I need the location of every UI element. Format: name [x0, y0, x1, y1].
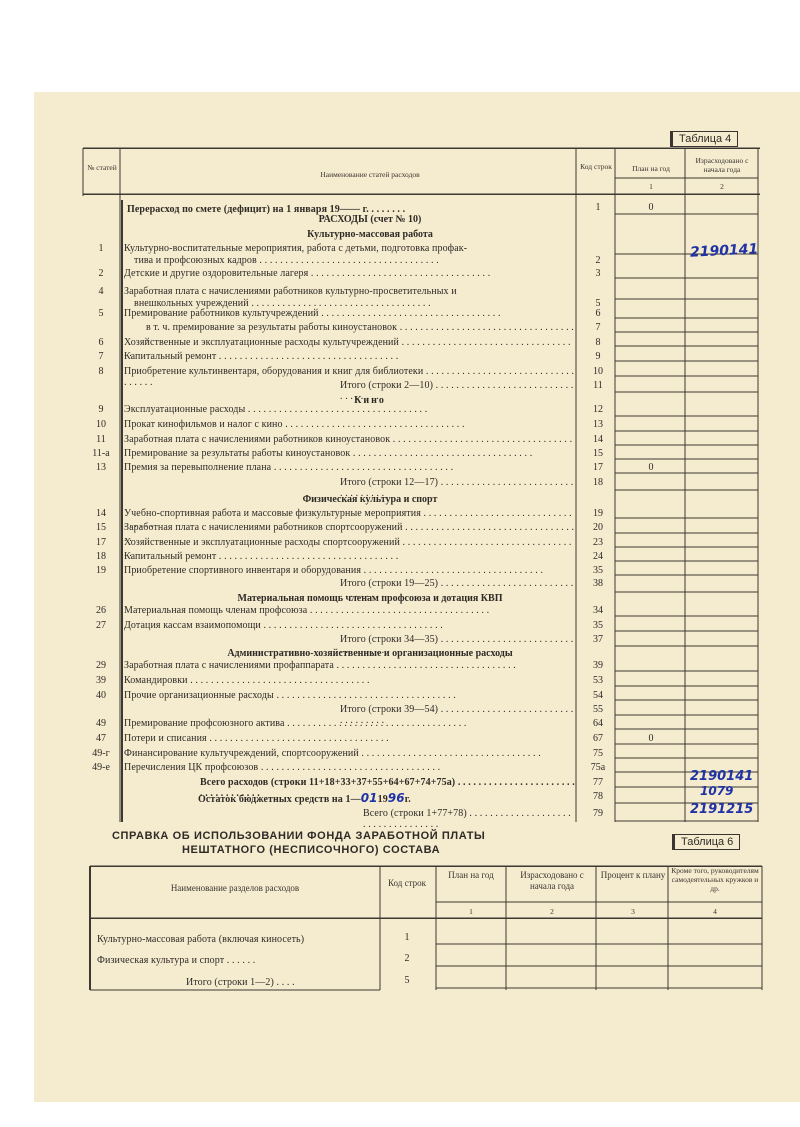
- row-code: 6: [595, 308, 601, 319]
- hw-row79-spent: 2191215: [690, 802, 754, 817]
- hw-row2-spent: 2190141: [689, 241, 759, 261]
- row-text: Капитальный ремонт . . .: [124, 351, 575, 362]
- row-text: Остаток бюджетных средств на 1—011996г.: [198, 791, 411, 805]
- t6-col-1: 1: [469, 907, 473, 916]
- row-code: 35: [593, 620, 603, 631]
- t6-header-spent: Израсходовано с начала года: [520, 870, 584, 891]
- row-code: 10: [593, 366, 603, 377]
- row-num: 13: [96, 462, 106, 473]
- row-text: Перечисления ЦК профсоюзов . . .: [124, 762, 575, 773]
- row-text: Премирование за результаты работы киноустановок . . .: [124, 448, 575, 459]
- t6-header-extra: Кроме того, руководителям самодеятельных кружков и др.: [671, 866, 759, 893]
- row-text: Премирование работников культучреждений . . .: [124, 308, 575, 319]
- row-text: Заработная плата с начислениями профаппарата . . .: [124, 660, 575, 671]
- row-text: Хозяйственные и эксплуатационные расходы культучреждений . . .: [124, 337, 575, 359]
- row-num: 5: [98, 308, 104, 319]
- row-num: 29: [96, 660, 106, 671]
- row-code: 55: [593, 704, 603, 715]
- t6-row3-code: 5: [404, 975, 410, 986]
- deficit-code: 1: [595, 202, 601, 213]
- total-row-text: Итого (строки 34—35) . . .: [340, 634, 575, 656]
- hw-day: 01: [360, 791, 378, 805]
- row-code: 35: [593, 565, 603, 576]
- row-text: Учебно-спортивная работа и массовые физкультурные мероприятия . . .: [124, 508, 575, 530]
- row-num: 27: [96, 620, 106, 631]
- table6-title2: НЕШТАТНОГО (НЕСПИСОЧНОГО) СОСТАВА: [182, 844, 441, 856]
- row-text: Детские и другие оздоровительные лагеря . . .: [124, 268, 575, 279]
- row-code: 15: [593, 448, 603, 459]
- row-code: 14: [593, 434, 603, 445]
- t6-row2-code: 2: [404, 953, 410, 964]
- row-code: 17: [593, 462, 603, 473]
- row-text: в т. ч. премирование за результаты работы киноустановок . . .: [146, 322, 575, 344]
- t6-header-code: Код строк: [387, 878, 427, 888]
- row-text: Финансирование культучреждений, спортсооружений . . .: [124, 748, 575, 759]
- row-text: Потери и списания . . .: [124, 733, 575, 744]
- row-text: Материальная помощь членам профсоюза . . .: [124, 605, 575, 616]
- row-num: 11-а: [92, 448, 110, 459]
- row-num: 15: [96, 522, 106, 533]
- t6-header-percent: Процент к плану: [600, 870, 666, 880]
- row-code: 75: [593, 748, 603, 759]
- row-text-cont: внешкольных учреждений . . .: [134, 298, 574, 309]
- hw-row77-spent: 2190141: [690, 769, 754, 784]
- row-code: 77: [593, 777, 603, 788]
- row-num: 2: [98, 268, 104, 279]
- row-num: 17: [96, 537, 106, 548]
- row-text: Культурно-воспитательные мероприятия, работа с детьми, подготовка профак-: [124, 243, 468, 254]
- deficit-text: Перерасход по смете (дефицит) на 1 января 19—— г. . . . . . . .: [127, 204, 406, 215]
- row-plan: 0: [648, 733, 654, 744]
- header-plan: План на год: [632, 164, 670, 173]
- row-num: 8: [98, 366, 104, 377]
- hw-row78-spent: 1079: [700, 784, 734, 798]
- row-num: 47: [96, 733, 106, 744]
- row-num: 49-е: [92, 762, 110, 773]
- t6-row1-code: 1: [404, 932, 410, 943]
- deficit-plan: 0: [648, 202, 654, 213]
- row-num: 49-г: [92, 748, 110, 759]
- row-num: 6: [98, 337, 104, 348]
- row-code: 67: [593, 733, 603, 744]
- t6-header-plan: План на год: [448, 870, 494, 880]
- row-text: Приобретение культинвентаря, оборудования и книг для библиотеки . . .: [124, 366, 575, 388]
- total-row-text: Итого (строки 2—10) . . .: [340, 380, 575, 402]
- header-spent: Израсходовано с начала года: [695, 156, 749, 174]
- header-spent-col: 2: [720, 182, 724, 191]
- section-admin: Административно-хозяйственные и организационные расходы: [227, 648, 513, 659]
- row-text: Заработная плата с начислениями работников спортсооружений . . .: [124, 522, 575, 544]
- row-code: 12: [593, 404, 603, 415]
- row-text: Заработная плата с начислениями работников киноустановок . . .: [124, 434, 575, 445]
- row-text-cont: тива и профсоюзных кадров . . .: [134, 255, 574, 266]
- header-num: № статей: [87, 163, 117, 172]
- table4-label: Таблица 4: [670, 131, 738, 147]
- t6-col-4: 4: [713, 907, 717, 916]
- row-num: 7: [98, 351, 104, 362]
- row-code: 53: [593, 675, 603, 686]
- row-code: 79: [593, 808, 603, 819]
- row-code: 39: [593, 660, 603, 671]
- row-text: Приобретение спортивного инвентаря и оборудования . . .: [124, 565, 575, 576]
- header-code: Код строк: [580, 162, 612, 171]
- row-plan: 0: [648, 462, 654, 473]
- row-code: 20: [593, 522, 603, 533]
- row-code: 24: [593, 551, 603, 562]
- row-num: 18: [96, 551, 106, 562]
- row-text: Премия за перевыполнение плана . . .: [124, 462, 575, 473]
- t6-row3-text: Итого (строки 1—2) . . . .: [186, 977, 295, 988]
- t6-row2-text: Физическая культура и спорт . . . . . .: [97, 955, 256, 966]
- row-text: Дотация кассам взаимопомощи . . .: [124, 620, 575, 631]
- header-plan-col: 1: [649, 182, 653, 191]
- row-code: 37: [593, 634, 603, 645]
- row-num: 26: [96, 605, 106, 616]
- row-code: 5: [595, 298, 601, 309]
- row-text: Всего расходов (строки 11+18+33+37+55+64+67+74+75а) . . .: [200, 777, 575, 799]
- row-code: 18: [593, 477, 603, 488]
- row-num: 19: [96, 565, 106, 576]
- section-kino: Кино: [354, 395, 386, 406]
- row-text: Заработная плата с начислениями работников культурно-просветительных и: [124, 286, 457, 297]
- row-num: 40: [96, 690, 106, 701]
- row-num: 14: [96, 508, 106, 519]
- hw-year: 96: [387, 791, 405, 805]
- row-code: 23: [593, 537, 603, 548]
- row-text: Хозяйственные и эксплуатационные расходы спортсооружений . . .: [124, 537, 575, 559]
- row-code: 64: [593, 718, 603, 729]
- section-aid: Материальная помощь членам профсоюза и дотация КВП: [237, 593, 503, 604]
- row-code: 75а: [590, 762, 606, 773]
- row-text: Премирование профсоюзного актива . . .: [124, 718, 575, 729]
- row-code: 3: [595, 268, 601, 279]
- total-row-text: Итого (строки 39—54) . . .: [340, 704, 575, 726]
- total-row-text: Итого (строки 19—25) . . .: [340, 578, 575, 600]
- row-code: 38: [593, 578, 603, 589]
- header-name: Наименование статей расходов: [320, 170, 420, 179]
- t6-header-name: Наименование разделов расходов: [170, 883, 300, 893]
- expenses-title: РАСХОДЫ (счет № 10): [318, 214, 422, 225]
- row-code: 8: [595, 337, 601, 348]
- row-code: 11: [593, 380, 603, 391]
- row-num: 49: [96, 718, 106, 729]
- row-code: 54: [593, 690, 603, 701]
- row-code: 13: [593, 419, 603, 430]
- row-code: 34: [593, 605, 603, 616]
- row-code: 2: [595, 255, 601, 266]
- row-text: Прокат кинофильмов и налог с кино . . .: [124, 419, 575, 430]
- table6-label: Таблица 6: [672, 834, 740, 850]
- row-text: Прочие организационные расходы . . .: [124, 690, 575, 701]
- row-code: 7: [595, 322, 601, 333]
- row-num: 10: [96, 419, 106, 430]
- row-text: Эксплуатационные расходы . . .: [124, 404, 575, 415]
- row-text: Капитальный ремонт . . .: [124, 551, 575, 562]
- row-text: Всего (строки 1+77+78) . . .: [363, 808, 575, 830]
- row-num: 11: [96, 434, 106, 445]
- row-text: Командировки . . .: [124, 675, 575, 686]
- row-num: 1: [98, 243, 104, 254]
- t6-col-2: 2: [550, 907, 554, 916]
- section-sport: Физическая культура и спорт: [302, 494, 438, 505]
- row-num: 9: [98, 404, 104, 415]
- row-num: 39: [96, 675, 106, 686]
- row-code: 78: [593, 791, 603, 802]
- t6-col-3: 3: [631, 907, 635, 916]
- table6-title1: СПРАВКА ОБ ИСПОЛЬЗОВАНИИ ФОНДА ЗАРАБОТНОЙ ПЛАТЫ: [112, 830, 486, 842]
- row-code: 19: [593, 508, 603, 519]
- section-culture: Культурно-массовая работа: [307, 229, 433, 240]
- row-num: 4: [98, 286, 104, 297]
- total-row-text: Итого (строки 12—17) . . .: [340, 477, 575, 499]
- row-code: 9: [595, 351, 601, 362]
- t6-row1-text: Культурно-массовая работа (включая киносеть): [97, 934, 305, 945]
